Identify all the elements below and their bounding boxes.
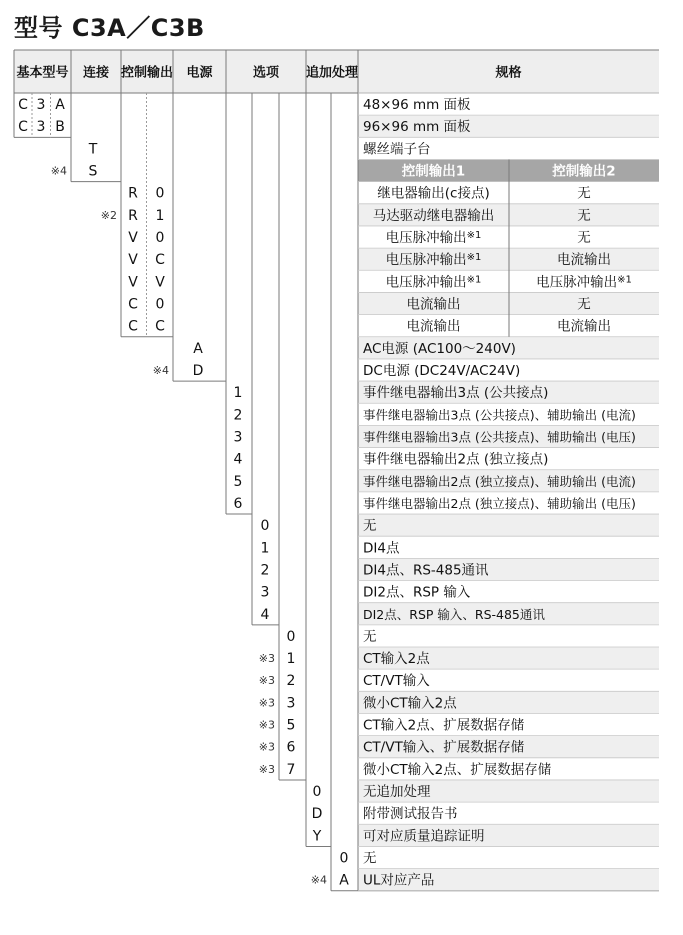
footnote-mark: ※3 [258,696,275,710]
footnote-mark: ※1 [466,230,482,242]
footnote-mark: ※2 [100,208,117,222]
footnote-mark: ※3 [258,718,275,732]
spec-output1: 电流输出 [406,318,461,335]
code-cell: 6 [286,739,296,756]
spec-output2: 无 [577,207,591,224]
spec-output2: 电流输出 [557,318,611,335]
spec-text: 微小CT输入2点、扩展数据存储 [363,761,552,778]
spec-text: 无 [363,850,377,867]
spec-output1: 马达驱动继电器输出 [372,207,495,224]
spec-output2: 无 [577,185,591,202]
spec-text: 48×96 mm 面板 [363,97,471,114]
spec-output1: 继电器输出(c接点) [377,185,490,202]
footnote-mark: ※3 [258,674,275,688]
code-cell: 0 [312,784,322,801]
spec-output1: 电流输出 [406,296,461,313]
code-cell: 0 [260,518,270,535]
code-cell: V [128,252,138,269]
spec-text: 事件继电器输出3点 (公共接点) [363,385,549,402]
code-cell: A [55,97,65,114]
row-stripe [358,514,659,536]
code-cell: V [128,274,138,291]
footnote-mark: ※1 [466,252,482,264]
code-cell: D [192,363,204,379]
subheader-output2: 控制输出2 [552,163,616,180]
code-cell: C [128,318,138,335]
header-control-output: 控制输出 [120,65,174,81]
code-cell: 0 [155,230,165,247]
spec-text: 事件继电器输出2点 (独立接点) [363,451,549,468]
header-power: 电源 [186,65,213,81]
spec-text: UL对应产品 [363,872,435,889]
code-cell: 6 [233,495,243,512]
spec-text: DI2点、RSP 输入 [363,584,471,601]
header-additional: 追加处理 [305,65,359,81]
spec-text: 无追加处理 [363,784,431,801]
footnote-mark: ※3 [258,740,275,754]
spec-text: 事件继电器输出3点 (公共接点)、辅助输出 (电流) [363,407,636,423]
code-cell: 2 [286,673,296,690]
spec-text: CT输入2点 [363,651,430,668]
code-cell: 1 [233,385,243,402]
code-cell: 7 [286,761,296,778]
code-cells [18,97,349,889]
footnote-mark: ※3 [258,762,275,776]
code-cell: 5 [233,473,243,490]
code-cell: T [88,141,98,158]
spec-output1: 电压脉冲输出$^{※1}$ [385,252,482,269]
code-cell: 3 [260,584,270,601]
code-cell: Y [312,828,322,845]
header-connection: 连接 [82,65,110,81]
code-cell: D [311,806,323,823]
code-cell: 4 [233,451,243,468]
footnote-mark: ※1 [617,274,632,286]
spec-text: DI4点、RS-485通讯 [363,562,489,579]
spec-text: 微小CT输入2点 [363,695,457,712]
code-cell: 1 [155,207,165,224]
page-title: 型号 C3A／C3B [14,14,205,42]
spec-text: DC电源 (DC24V/AC24V) [363,363,521,379]
spec-text: 事件继电器输出2点 (独立接点)、辅助输出 (电压) [363,495,636,511]
code-cell: B [55,119,65,136]
spec-text: AC电源 (AC100～240V) [363,340,516,357]
footnote-mark: ※1 [466,274,482,286]
code-cell: 0 [339,850,349,867]
footnote-marks [51,165,327,887]
code-cell: 3 [233,429,243,446]
spec-text: CT/VT输入 [363,673,430,690]
spec-text: 无 [363,518,377,535]
code-cell: 3 [36,119,46,136]
code-cell: A [339,872,349,889]
spec-text: 螺丝端子台 [363,141,431,158]
subheader-output1: 控制输出1 [401,163,466,180]
spec-output1: 电压脉冲输出$^{※1}$ [385,230,482,247]
code-cell: C [155,252,165,269]
code-cell: S [88,163,98,180]
spec-text: 96×96 mm 面板 [363,119,471,136]
header-spec: 规格 [495,65,522,81]
code-cell: 5 [286,717,296,734]
footnote-mark: ※3 [258,652,275,666]
spec-output2: 电流输出 [557,252,611,269]
code-cell: 2 [260,562,270,579]
code-cell: 0 [155,185,165,202]
spec-text: 事件继电器输出3点 (公共接点)、辅助输出 (电压) [363,429,636,445]
code-cell: A [193,340,203,357]
spec-output1: 电压脉冲输出$^{※1}$ [385,274,482,291]
code-cell: 0 [155,296,165,313]
code-cell: 1 [286,651,296,668]
code-cell: 0 [286,628,296,645]
spec-text: CT输入2点、扩展数据存储 [363,717,525,734]
code-cell: 2 [233,407,243,424]
spec-output2: 电压脉冲输出$^{※1}$ [536,274,632,291]
code-cell: R [128,185,138,202]
spec-text: DI4点 [363,540,400,557]
spec-text: DI2点、RSP 输入、RS-485通讯 [363,606,545,622]
code-cell: V [155,274,165,291]
code-cell: V [128,230,138,247]
code-cell: 3 [36,97,46,114]
spec-text: 附带测试报告书 [363,806,458,823]
spec-output2: 无 [577,296,591,313]
code-cell: C [128,296,138,313]
code-cell: C [18,97,28,114]
spec-text: 无 [363,628,377,645]
footnote-mark: ※4 [310,873,327,887]
code-cell: 4 [260,606,270,623]
spec-text: 可对应质量追踪证明 [363,828,485,845]
code-cell: 3 [286,695,296,712]
footnote-mark: ※4 [152,364,169,377]
spec-output2: 无 [577,230,591,247]
header-basic-model: 基本型号 [16,65,69,81]
code-cell: C [155,318,165,335]
spec-text: 事件继电器输出2点 (独立接点)、辅助输出 (电流) [363,473,636,489]
code-cell: 1 [260,540,270,557]
footnote-mark: ※4 [50,164,67,178]
code-cell: R [128,207,138,224]
spec-text: CT/VT输入、扩展数据存储 [363,739,525,756]
header-options: 选项 [252,65,280,81]
code-cell: C [18,119,28,136]
